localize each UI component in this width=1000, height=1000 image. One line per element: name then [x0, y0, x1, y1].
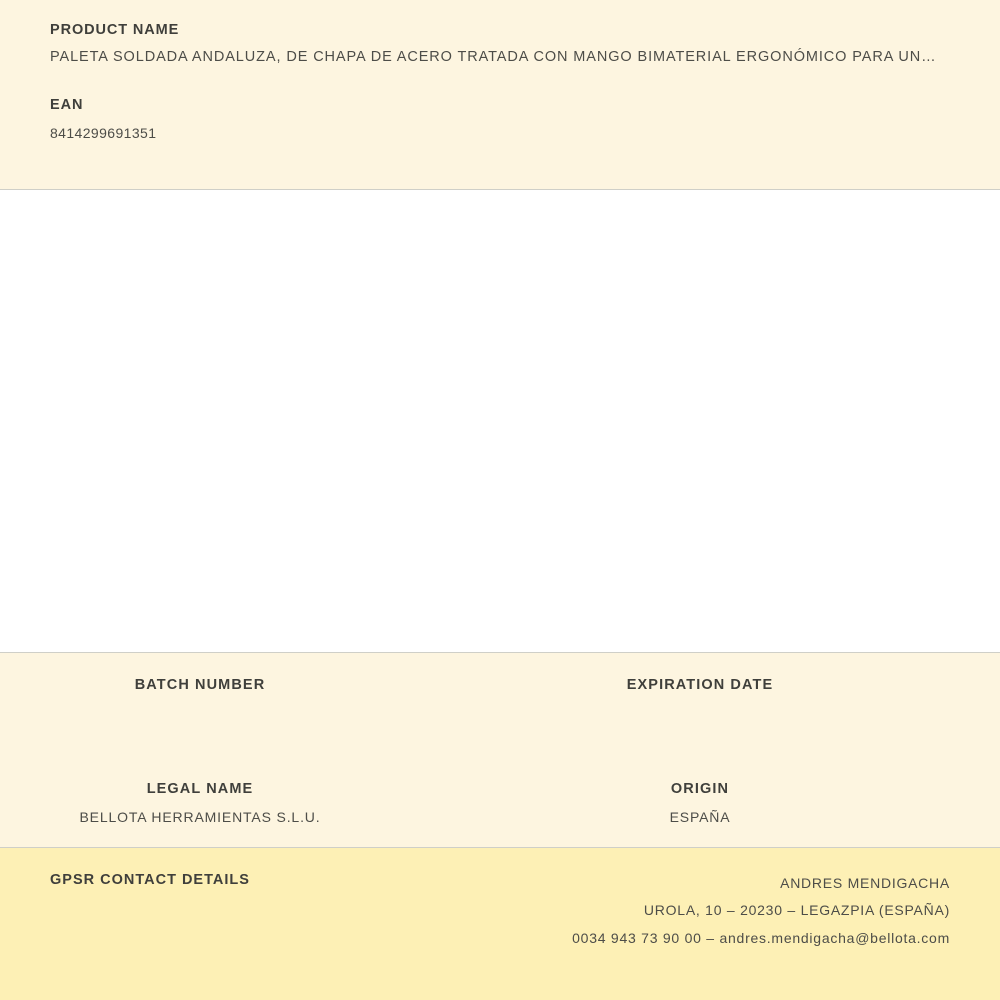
section-spacer	[50, 67, 950, 97]
origin-cell	[500, 781, 1000, 825]
expiration-date-cell	[500, 677, 1000, 721]
batch-number-value	[0, 704, 400, 721]
gpsr-contact-phone-email: 0034 943 73 90 00 – andres.mendigacha@bellota.com	[572, 929, 950, 946]
expiration-date-value	[500, 704, 900, 721]
product-details-section	[0, 0, 1000, 190]
gpsr-contact-title: GPSR CONTACT DETAILS	[50, 872, 250, 888]
gpsr-contact-section	[0, 848, 1000, 1000]
ean-value: 8414299691351	[50, 124, 157, 141]
gpsr-contact-name: ANDRES MENDIGACHA	[780, 875, 950, 891]
origin-label: ORIGIN	[670, 781, 730, 798]
legal-name-value: BELLOTA HERRAMIENTAS S.L.U.	[79, 808, 321, 825]
ean-label: EAN	[50, 97, 84, 114]
batch-number-label: BATCH NUMBER	[134, 677, 266, 693]
legal-name-label: LEGAL NAME	[146, 781, 254, 798]
legal-name-cell	[0, 781, 500, 825]
origin-value: ESPAÑA	[669, 808, 731, 825]
gpsr-contact-details	[572, 870, 950, 952]
product-meta-section	[0, 653, 1000, 848]
meta-row-batch	[0, 677, 1000, 721]
product-name-label: PRODUCT NAME	[50, 22, 180, 38]
meta-row-spacer	[0, 721, 1000, 781]
meta-row-legal	[0, 781, 1000, 825]
expiration-date-label: EXPIRATION DATE	[626, 677, 774, 693]
batch-number-cell	[0, 677, 500, 721]
gpsr-contact-address: UROLA, 10 – 20230 – LEGAZPIA (ESPAÑA)	[643, 902, 950, 919]
product-image-area	[0, 190, 1000, 653]
product-name-value: PALETA SOLDADA ANDALUZA, DE CHAPA DE ACERO TRATADA CON MANGO BIMATERIAL ERGONÓMICO PARA UN…	[50, 49, 937, 66]
